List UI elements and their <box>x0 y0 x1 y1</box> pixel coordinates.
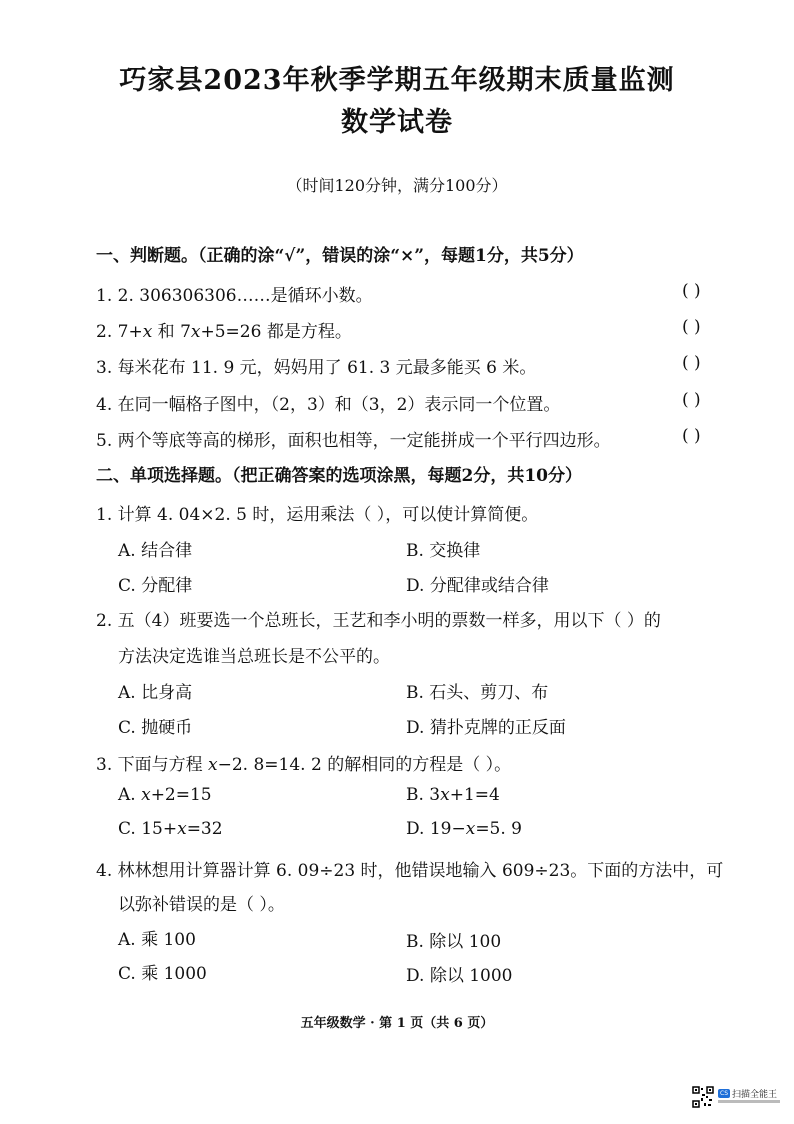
scanner-watermark <box>692 1086 784 1108</box>
variable-x: x <box>465 819 476 839</box>
variable-x: x <box>208 755 218 775</box>
judge-answer-1[interactable]: ( ) <box>682 281 701 301</box>
choice-q3-stem <box>96 750 511 775</box>
section2-heading: 二、单项选择题。（把正确答案的选项涂黑，每题2分，共10分） <box>96 466 582 486</box>
choice-q4-option-a[interactable]: A. 乘 100 <box>118 930 196 950</box>
choice-q1-option-c[interactable]: C. 分配律 <box>118 576 193 596</box>
variable-x: x <box>440 785 450 805</box>
choice-q3-option-a[interactable] <box>118 785 212 805</box>
time-note: （时间120分钟，满分100分） <box>286 176 508 195</box>
text-segment: B. 3 <box>406 785 441 805</box>
choice-q2-stem-line1: 2. 五（4）班要选一个总班长，王艺和李小明的票数一样多，用以下（ ）的 <box>96 611 661 631</box>
text-segment: 3. 下面与方程 <box>96 755 209 775</box>
judge-answer-2[interactable]: ( ) <box>682 317 701 337</box>
judge-answer-5[interactable]: ( ) <box>682 426 701 446</box>
judge-item-1: 1. 2. 306306306……是循环小数。 <box>96 286 373 306</box>
text-segment: =5. 9 <box>475 819 522 839</box>
choice-q3-option-b[interactable] <box>406 785 500 805</box>
choice-q1-option-d[interactable]: D. 分配律或结合律 <box>406 576 549 596</box>
choice-q1-option-b[interactable]: B. 交换律 <box>406 541 481 561</box>
text-segment: C. 15+ <box>118 819 178 839</box>
text-segment: 和 7 <box>152 322 191 342</box>
scanner-tagline-bar <box>718 1100 780 1103</box>
text-segment: +2=15 <box>150 785 212 805</box>
judge-answer-3[interactable]: ( ) <box>682 353 701 373</box>
choice-q4-stem-line2: 以弥补错误的是（ ）。 <box>118 895 285 915</box>
judge-item-3: 3. 每米花布 11. 9 元，妈妈用了 61. 3 元最多能买 6 米。 <box>96 358 537 378</box>
judge-item-2 <box>96 317 352 342</box>
choice-q1-option-a[interactable]: A. 结合律 <box>118 541 193 561</box>
cs-logo-icon: CS <box>720 1090 728 1097</box>
section1-heading: 一、判断题。（正确的涂“√”，错误的涂“×”，每题1分，共5分） <box>96 246 584 266</box>
choice-q2-option-d[interactable]: D. 猜扑克牌的正反面 <box>406 718 566 738</box>
text-segment: D. 19− <box>406 819 466 839</box>
text-segment: +1=4 <box>449 785 500 805</box>
text-segment: +5=26 都是方程。 <box>200 322 352 342</box>
choice-q4-option-c[interactable]: C. 乘 1000 <box>118 964 207 984</box>
variable-x: x <box>141 785 151 805</box>
qr-code-icon <box>692 1086 714 1108</box>
exam-title: 巧家县2023年秋季学期五年级期末质量监测 <box>119 65 675 96</box>
text-segment: =32 <box>186 819 223 839</box>
scanner-app-name: 扫描全能王 <box>732 1090 778 1100</box>
variable-x: x <box>177 819 187 839</box>
choice-q3-option-c[interactable] <box>118 819 223 839</box>
choice-q1-stem: 1. 计算 4. 04×2. 5 时，运用乘法（ ），可以使计算简便。 <box>96 505 539 525</box>
choice-q4-option-d[interactable]: D. 除以 1000 <box>406 966 513 986</box>
judge-item-5: 5. 两个等底等高的梯形，面积也相等，一定能拼成一个平行四边形。 <box>96 431 611 451</box>
page-footer: 五年级数学 · 第 1 页（共 6 页） <box>300 1016 494 1031</box>
choice-q4-option-b[interactable]: B. 除以 100 <box>406 932 502 952</box>
choice-q2-stem-line2: 方法决定选谁当总班长是不公平的。 <box>118 647 390 667</box>
choice-q2-option-b[interactable]: B. 石头、剪刀、布 <box>406 683 549 703</box>
judge-answer-4[interactable]: ( ) <box>682 390 701 410</box>
text-segment: −2. 8=14. 2 的解相同的方程是（ ）。 <box>217 755 512 775</box>
judge-item-4: 4. 在同一幅格子图中，（2，3）和（3，2）表示同一个位置。 <box>96 395 561 415</box>
variable-x: x <box>142 322 153 342</box>
choice-q2-option-a[interactable]: A. 比身高 <box>118 683 193 703</box>
choice-q4-stem-line1: 4. 林林想用计算器计算 6. 09÷23 时，他错误地输入 609÷23。下面的方法中，可 <box>96 861 724 881</box>
exam-subtitle: 数学试卷 <box>341 107 453 138</box>
choice-q3-option-d[interactable] <box>406 819 522 839</box>
text-segment: 2. 7+ <box>96 322 143 342</box>
text-segment: A. <box>118 785 142 805</box>
choice-q2-option-c[interactable]: C. 抛硬币 <box>118 718 193 738</box>
variable-x: x <box>190 322 201 342</box>
